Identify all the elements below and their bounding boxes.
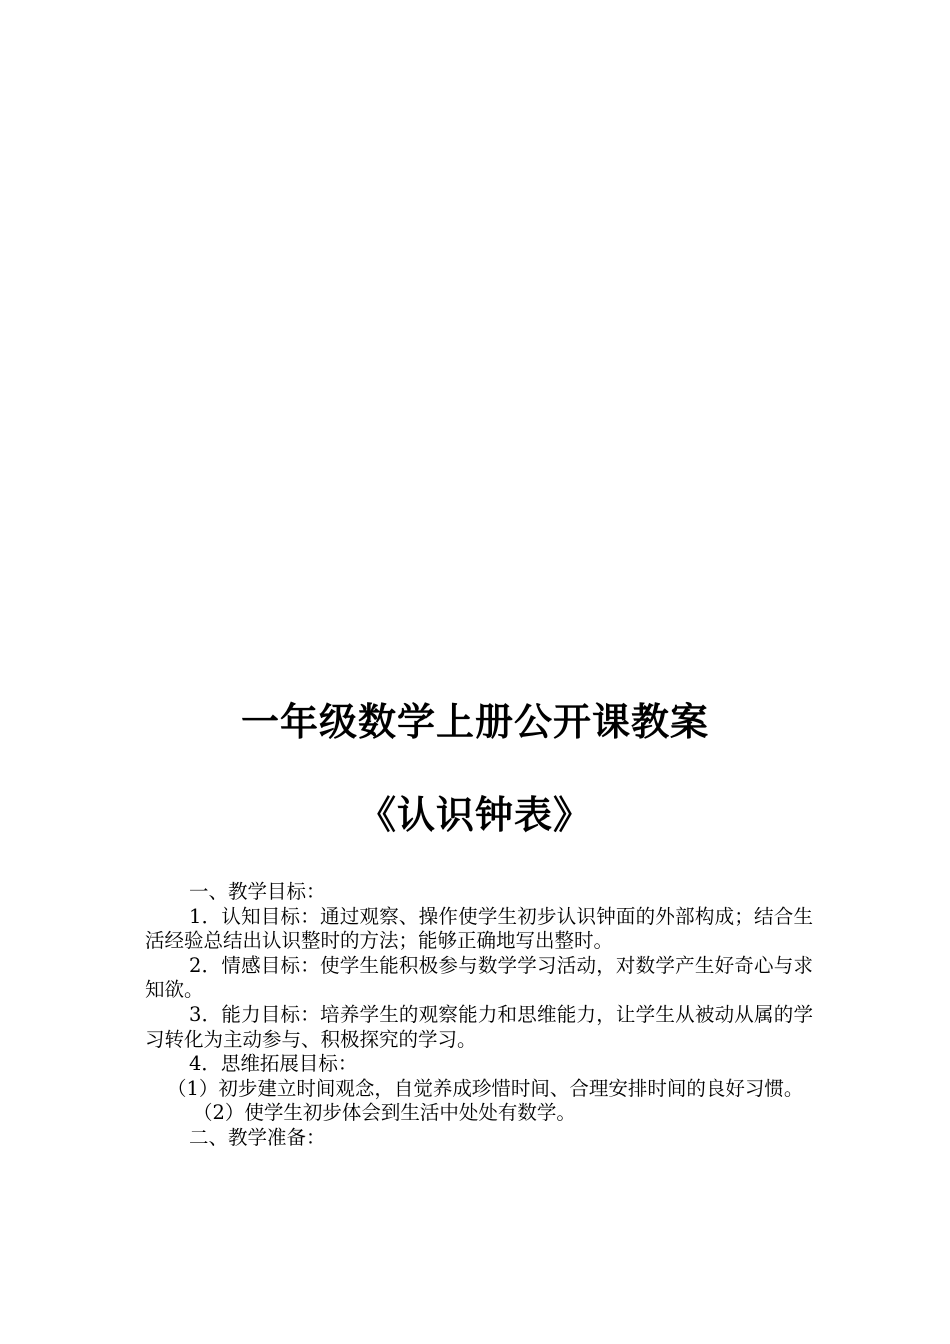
objective-thinking-item-2: （2）使学生初步体会到生活中处处有数学。 (193, 1101, 576, 1125)
section-heading-preparation: 二、教学准备： (189, 1125, 326, 1149)
document-body (145, 880, 813, 1151)
section-heading-objectives: 一、教学目标： (189, 880, 326, 903)
objective-emotional: 2．情感目标：使学生能积极参与数学学习活动，对数学产生好奇心与求知欲。 (145, 953, 813, 1002)
objective-thinking-item-1: （1）初步建立时间观念，自觉养成珍惜时间、合理安排时间的良好习惯。 (167, 1076, 804, 1100)
document-subtitle: 《认识钟表》 (357, 793, 592, 837)
objective-thinking: 4．思维拓展目标： (189, 1052, 358, 1076)
objective-ability: 3．能力目标：培养学生的观察能力和思维能力，让学生从被动从属的学习转化为主动参与、积极探究的学习。 (145, 1002, 813, 1051)
objective-cognitive: 1．认知目标：通过观察、操作使学生初步认识钟面的外部构成；结合生活经验总结出认识整时的方法；能够正确地写出整时。 (145, 904, 813, 953)
document-title: 一年级数学上册公开课教案 (240, 700, 709, 744)
